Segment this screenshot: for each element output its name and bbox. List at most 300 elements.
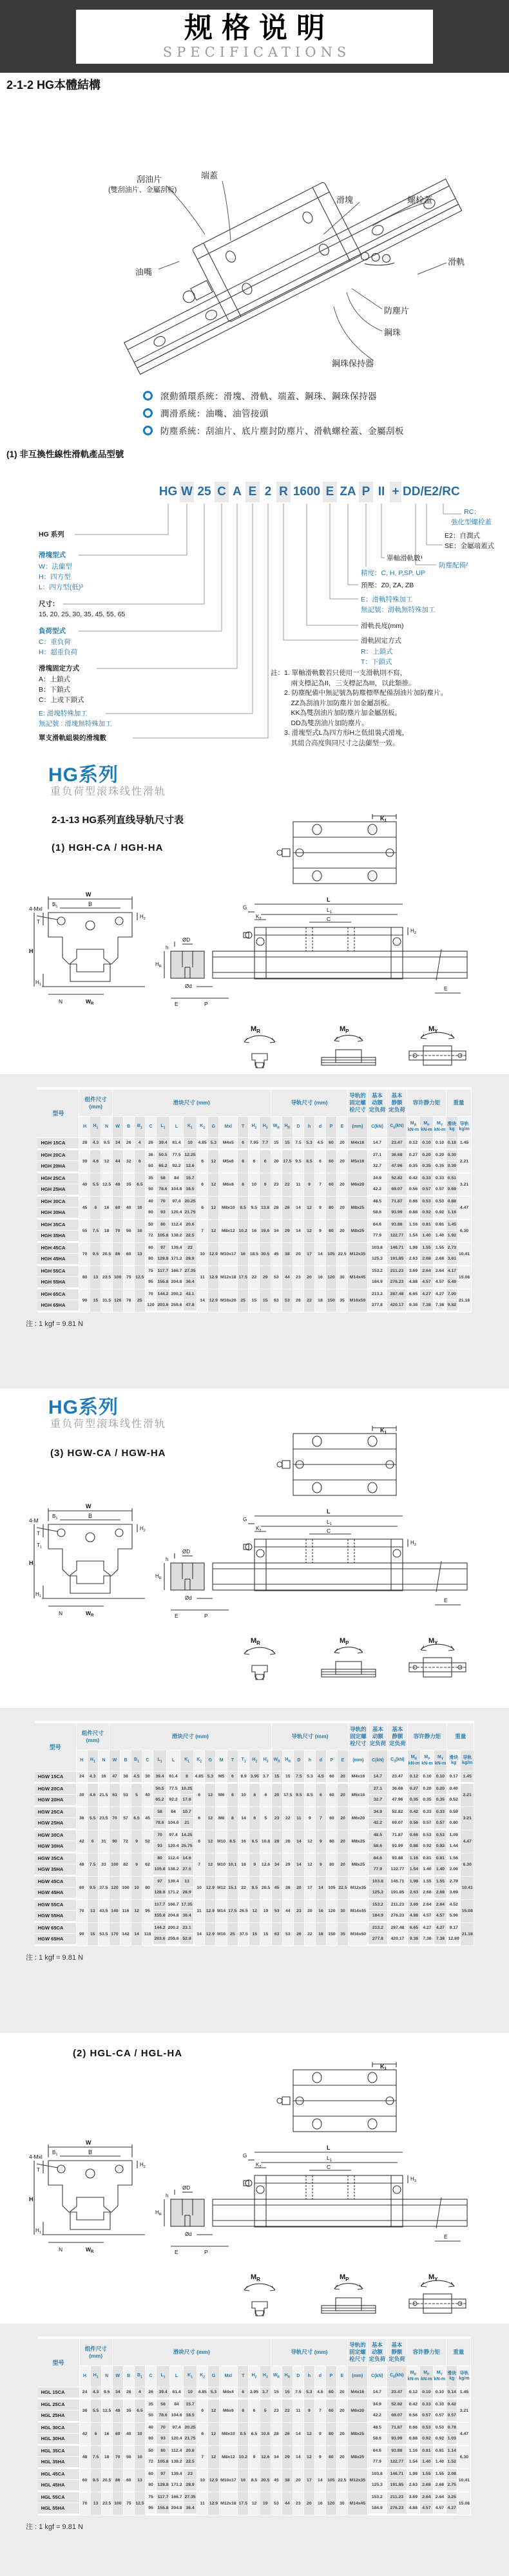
value-cell: 95 — [146, 1277, 157, 1289]
value-cell: 204.8 — [170, 2503, 184, 2515]
value-cell: 9.38 — [407, 1300, 421, 1312]
value-cell: 4.27 — [447, 2503, 457, 2515]
value-cell: 2.64 — [420, 1266, 434, 1277]
value-cell: 61.4 — [170, 2387, 184, 2400]
value-cell: 6 — [135, 1150, 146, 1173]
value-cell: 5.49 — [447, 1277, 457, 1289]
value-cell: 4.27 — [420, 1289, 434, 1300]
value-cell: 9.5 — [90, 1243, 101, 1266]
table-band-2 — [0, 1708, 509, 2033]
value-cell: 1.55 — [421, 1877, 434, 1888]
value-cell: 14 — [293, 1220, 304, 1243]
value-cell: 1.52 — [447, 2457, 457, 2469]
value-cell: 44 — [283, 1900, 294, 1923]
value-cell: 34 — [113, 2387, 124, 2400]
value-cell: 40 — [124, 1197, 135, 1220]
value-cell: M10x17 — [219, 1243, 238, 1266]
value-cell: 276.23 — [387, 2503, 407, 2515]
column-header: $B_1$ — [135, 1117, 146, 1138]
value-cell: 13 — [135, 1243, 146, 1266]
svg-text:H1: $H_1$ — [35, 1591, 41, 1598]
value-cell: 42.2 — [369, 1818, 389, 1830]
value-cell: 0.92 — [421, 1841, 434, 1853]
svg-text:N: N — [59, 1610, 63, 1616]
value-cell: 120.4 — [167, 1841, 180, 1853]
value-cell: 6 — [238, 2387, 249, 2400]
svg-text:E: E — [175, 1613, 178, 1619]
svg-text:H3: $H_3$ — [410, 928, 416, 935]
value-cell: 42 — [77, 1830, 88, 1853]
value-cell: 12 — [205, 1830, 216, 1853]
value-cell: 14 — [197, 1289, 208, 1312]
value-cell: 0.18 — [447, 1138, 457, 1150]
code-right-label: T：下鎖式 — [361, 658, 392, 666]
value-cell: 6 — [197, 2400, 208, 2423]
value-cell: M12x35 — [348, 1243, 368, 1266]
column-header: (mm) — [349, 1750, 369, 1772]
value-cell: 29 — [283, 1853, 294, 1877]
value-cell: M14 — [216, 1900, 227, 1923]
value-cell: 9 — [316, 1830, 327, 1853]
block-dimension-views — [29, 890, 480, 1022]
value-cell: 11 — [197, 2492, 208, 2515]
value-cell: M16x50 — [349, 1923, 369, 1946]
value-cell: 0.57 — [420, 1184, 434, 1197]
value-cell: 64.6 — [368, 2446, 388, 2457]
value-cell: 0.69 — [447, 1184, 457, 1197]
value-cell: 146.71 — [388, 1877, 408, 1888]
value-cell: M12 — [216, 1877, 227, 1900]
value-cell: 93.88 — [388, 1853, 408, 1864]
svg-text:WR: $W_R$ — [86, 2246, 94, 2254]
svg-text:4-Mxl: 4-Mxl — [29, 2154, 43, 2160]
value-cell: 10 — [135, 2423, 146, 2446]
value-cell: M8x12 — [220, 2446, 238, 2469]
value-cell: 23 — [293, 2492, 304, 2515]
value-cell: 22.5 — [184, 1231, 197, 1243]
value-cell: 0.81 — [434, 1853, 448, 1864]
column-header: 导轨 kg/m — [457, 2366, 471, 2387]
value-cell: 0.66 — [408, 1830, 421, 1841]
value-cell: M16x20 — [219, 1289, 238, 1312]
value-cell: 0.10 — [434, 1138, 447, 1150]
value-cell: 0.92 — [434, 1841, 448, 1853]
value-cell: 53 — [271, 1266, 282, 1289]
svg-text:K2: $K_2$ — [256, 914, 262, 921]
value-cell: 2.64 — [434, 1266, 447, 1277]
value-cell: 139.4 — [167, 1877, 180, 1888]
value-cell: 6 — [227, 1772, 238, 1784]
value-cell: 48.5 — [369, 1830, 389, 1841]
value-cell: 116 — [120, 1900, 131, 1923]
value-cell: 20 — [337, 1220, 348, 1243]
value-cell: 6.65 — [408, 1923, 421, 1934]
value-cell: 48 — [80, 2446, 91, 2469]
value-cell: 14.6 — [180, 1853, 194, 1864]
value-cell: M8x25 — [349, 1853, 369, 1877]
value-cell: 14 — [238, 1807, 249, 1830]
block-top-view — [271, 813, 419, 892]
label-bolt-cover: 螺栓蓋 — [407, 195, 433, 205]
column-group-header: 重量 — [447, 2339, 471, 2366]
column-header: 滑块 kg — [447, 1117, 457, 1138]
svg-text:H: H — [29, 948, 34, 954]
value-cell: 0.88 — [407, 2434, 421, 2446]
value-cell: 0.78 — [447, 2423, 457, 2434]
value-cell: 71.87 — [388, 1830, 408, 1841]
value-cell: 10 — [197, 2469, 208, 2492]
value-cell: 15.7 — [184, 2400, 197, 2410]
column-header: $C_0(kN)$ — [387, 2366, 407, 2387]
value-cell: 14 — [294, 1830, 305, 1853]
value-cell: 84 — [167, 1807, 180, 1818]
value-cell: 20 — [337, 2400, 348, 2423]
value-cell: 48 — [113, 2400, 124, 2423]
column-header: T — [238, 2366, 249, 2387]
model-cell: HGH 25CA — [37, 1173, 79, 1184]
column-header: H — [77, 1750, 88, 1772]
value-cell: 3.61 — [447, 1254, 457, 1266]
column-group-header: 型号 — [38, 2339, 80, 2387]
value-cell: 14 — [293, 1197, 304, 1220]
value-cell: 45 — [271, 2469, 282, 2492]
value-cell: 15 — [260, 1289, 271, 1312]
column-header: h — [304, 1117, 315, 1138]
value-cell: 1.55 — [434, 1243, 447, 1254]
moment-my — [407, 1637, 468, 1683]
value-cell: 15.08 — [458, 1266, 472, 1289]
value-cell: 7.95 — [249, 1138, 260, 1150]
value-cell: 0.52 — [447, 1795, 461, 1807]
column-header: 滑块 kg — [447, 1750, 461, 1772]
value-cell: 58 — [157, 1173, 170, 1184]
value-cell: 80 — [326, 2446, 337, 2469]
value-cell: 110 — [142, 1923, 153, 1946]
value-cell: 12.9 — [208, 1289, 219, 1312]
value-cell: 12 — [208, 1173, 219, 1197]
value-cell: 61.4 — [167, 1772, 180, 1784]
column-group-header: 滑块尺寸 (mm) — [113, 2339, 271, 2366]
value-cell: 1.55 — [434, 1877, 448, 1888]
value-cell: 7.5 — [90, 1220, 101, 1243]
value-cell: 8 — [227, 1807, 238, 1830]
model-cell: HGW 20CA — [35, 1784, 77, 1795]
value-cell: 69.07 — [387, 2410, 407, 2423]
value-cell: 26 — [282, 1197, 293, 1220]
code-left-label: W：法蘭型 — [39, 563, 72, 571]
svg-text:WR: $W_R$ — [86, 998, 94, 1006]
value-cell: 14 — [293, 2423, 304, 2446]
value-cell: 15.1 — [227, 1877, 238, 1900]
value-cell: 4.5 — [131, 1772, 142, 1784]
value-cell: 105 — [326, 1243, 337, 1266]
value-cell: 4.47 — [461, 1830, 474, 1853]
value-cell: 90 — [110, 1830, 120, 1853]
value-cell: 17.5 — [238, 2492, 249, 2515]
value-cell: 86 — [113, 1243, 124, 1266]
model-cell: HGW 15CA — [35, 1772, 77, 1784]
value-cell: 20.25 — [184, 2423, 197, 2434]
value-cell: M4x5 — [219, 1138, 238, 1150]
code-left-label: 滑塊固定方式 — [39, 665, 79, 672]
value-cell: 259.6 — [170, 1300, 184, 1312]
dimension-drawing-1 — [0, 813, 509, 1077]
value-cell: 26 — [124, 1138, 135, 1150]
value-cell: 6.5 — [135, 2400, 146, 2423]
value-cell: 21.75 — [184, 2434, 197, 2446]
value-cell: 1.40 — [420, 2457, 434, 2469]
value-cell: 0.35 — [434, 1161, 447, 1173]
value-cell: M12x18 — [220, 2492, 238, 2515]
column-header: $H_3$ — [260, 1750, 271, 1772]
value-cell: 58 — [153, 1807, 167, 1818]
code-left-label: 單支滑軌組裝的滑塊數 — [39, 734, 106, 742]
value-cell: 25 — [227, 1923, 238, 1946]
value-cell: 52.8 — [180, 1934, 194, 1946]
value-cell: 7.00 — [447, 1289, 457, 1300]
column-group-header: 组件尺寸 (mm) — [77, 1723, 110, 1750]
header-banner — [0, 0, 509, 73]
value-cell: 23.5 — [102, 2492, 113, 2515]
variant-title-1: (1) HGH-CA / HGH-HA — [52, 842, 164, 853]
value-cell: 11 — [293, 1173, 304, 1197]
svg-text:HR: $H_R$ — [155, 1573, 162, 1580]
value-cell: 0.30 — [447, 1150, 457, 1161]
column-group-header: 组件尺寸 (mm) — [79, 1090, 112, 1117]
value-cell: 2.21 — [461, 1784, 474, 1807]
value-cell: 1.40 — [434, 1231, 447, 1243]
value-cell: 30 — [142, 1772, 153, 1784]
value-cell: 28 — [272, 1830, 283, 1853]
value-cell: 22 — [282, 2400, 293, 2423]
model-cell: HGW 65HA — [35, 1934, 77, 1946]
code-segment-e: E — [323, 482, 337, 502]
value-cell: M8x25 — [348, 2446, 368, 2469]
value-cell: M4x16 — [349, 1772, 369, 1784]
value-cell: 23 — [272, 1807, 283, 1830]
svg-text:E: E — [444, 985, 448, 992]
value-cell: 5.3 — [305, 1772, 316, 1784]
dimension-table-title: 2-1-13 HG系列直线导轨尺寸表 — [52, 815, 184, 826]
column-group-header: 导轨的 固定螺 栓尺寸 — [348, 1090, 368, 1117]
column-header: $C_0(kN)$ — [387, 1117, 407, 1138]
value-cell: 38 — [120, 1772, 131, 1784]
column-header: C(kN) — [368, 1117, 388, 1138]
model-cell: HGL 25CA — [38, 2400, 80, 2410]
value-cell: 4.27 — [434, 1289, 447, 1300]
value-cell: 22 — [283, 1807, 294, 1830]
column-header: G — [208, 2366, 219, 2387]
bullet-item — [143, 424, 404, 437]
value-cell: 9.5 — [293, 1150, 304, 1173]
column-header: B — [124, 2366, 135, 2387]
value-cell: 35 — [146, 1173, 157, 1184]
value-cell: 60 — [327, 1784, 338, 1807]
value-cell: 7 — [194, 1853, 205, 1877]
value-cell: 4.47 — [457, 2423, 471, 2446]
model-cell: HGW 25HA — [35, 1818, 77, 1830]
column-group-header: 滑块尺寸 (mm) — [113, 1090, 271, 1117]
label-end-cap: 端蓋 — [201, 171, 218, 180]
value-cell: 3.21 — [457, 2400, 471, 2423]
value-cell: 8 — [227, 1784, 238, 1807]
value-cell: 4.47 — [458, 1197, 472, 1220]
value-cell: 20 — [337, 1150, 348, 1173]
value-cell: 30 — [337, 2492, 348, 2515]
value-cell: 18 — [102, 2446, 113, 2469]
column-header: $W_R$ — [271, 1117, 282, 1138]
value-cell: 5.5 — [88, 1807, 99, 1830]
value-cell: 213.2 — [368, 1289, 388, 1300]
column-header: $H_3$ — [260, 1117, 271, 1138]
value-cell: 0.57 — [434, 1818, 448, 1830]
value-cell: 20 — [338, 1772, 349, 1784]
value-cell: 12 — [249, 2492, 260, 2515]
code-left-label: H：超重負荷 — [39, 649, 78, 656]
value-cell: 211.23 — [387, 1266, 407, 1277]
value-cell: 37.5 — [238, 1923, 249, 1946]
value-cell: M6x20 — [348, 2400, 368, 2423]
value-cell: 9.5 — [91, 2469, 102, 2492]
value-cell: 3.95 — [249, 2387, 260, 2400]
value-cell: 20 — [338, 1853, 349, 1877]
moment-mp — [318, 1637, 379, 1683]
value-cell: 1.16 — [407, 2446, 421, 2457]
value-cell: 2.64 — [434, 2492, 447, 2503]
code-segment-r: R — [276, 482, 291, 502]
column-header: C — [142, 1750, 153, 1772]
svg-text:E: E — [175, 1001, 178, 1007]
banner-title-box — [76, 10, 433, 64]
value-cell: 420.17 — [387, 1300, 407, 1312]
value-cell: M5x6 — [219, 1150, 238, 1173]
value-cell: 20 — [338, 1807, 349, 1830]
block-dimension-views — [29, 2138, 480, 2270]
value-cell: 12 — [304, 1197, 315, 1220]
value-cell: 4.57 — [434, 2503, 447, 2515]
svg-text:L1: $L_1$ — [327, 907, 332, 914]
value-cell: 0.10 — [421, 1772, 434, 1784]
value-cell: 34 — [271, 1220, 282, 1243]
value-cell: 155.8 — [153, 1911, 167, 1923]
value-cell: 120 — [110, 1877, 120, 1900]
column-group-header: 基本 动额 定负荷 — [369, 1723, 389, 1750]
svg-text:HR: $H_R$ — [155, 2210, 162, 2217]
value-cell: 0.81 — [420, 1220, 434, 1231]
table-band-1 — [0, 1074, 509, 1388]
value-cell: 78.6 — [157, 2410, 170, 2423]
value-cell: 104.6 — [167, 1818, 180, 1830]
column-group-header: 型号 — [37, 1090, 79, 1138]
column-header: $B_1$ — [135, 2366, 146, 2387]
column-header: $K_1$ — [184, 2366, 197, 2387]
value-cell: 200.2 — [167, 1923, 180, 1934]
value-cell: 276.23 — [388, 1911, 408, 1923]
hgw-dimension-table — [35, 1721, 475, 1946]
model-cell: HGL 45CA — [38, 2469, 80, 2480]
value-cell: 6.30 — [461, 1853, 474, 1877]
code-segment-w: W — [180, 482, 194, 502]
svg-text:H2: $H_2$ — [140, 914, 146, 921]
value-cell: 211.23 — [388, 1900, 408, 1911]
value-cell: 1.54 — [407, 1231, 421, 1243]
value-cell: 122.77 — [387, 2457, 407, 2469]
value-cell: 11 — [197, 1266, 208, 1289]
model-cell: HGL 35HA — [38, 2457, 80, 2469]
value-cell: 2.75 — [447, 2480, 457, 2492]
value-cell: 0.42 — [407, 2400, 421, 2410]
value-cell: M8x25 — [348, 1197, 368, 1220]
value-cell: M6x20 — [349, 1807, 369, 1830]
value-cell: 80 — [327, 1853, 338, 1877]
value-cell: 70 — [113, 2446, 124, 2469]
value-cell: 25 — [135, 1289, 146, 1312]
value-cell: 287.48 — [387, 1289, 407, 1300]
value-cell: 103.8 — [369, 1877, 389, 1888]
column-header: N — [102, 2366, 113, 2387]
value-cell: 2.68 — [434, 1254, 447, 1266]
value-cell: 14.7 — [368, 2387, 388, 2400]
value-cell: 7.7 — [260, 1138, 271, 1150]
value-cell: 122.77 — [387, 1231, 407, 1243]
value-cell: 0.40 — [447, 1784, 461, 1795]
column-header: $H_1$ — [91, 2366, 102, 2387]
moment-icons — [229, 1637, 468, 1683]
value-cell: 2.68 — [434, 1888, 448, 1900]
model-cell: HGW 20HA — [35, 1795, 77, 1807]
value-cell: 13.8 — [260, 1197, 271, 1220]
model-cell: HGL 15CA — [38, 2387, 80, 2400]
value-cell: 90 — [77, 1923, 88, 1946]
value-cell: 153.2 — [368, 2492, 388, 2503]
value-cell: 6 — [316, 1784, 327, 1807]
structure-diagram — [97, 94, 496, 385]
value-cell: 19 — [260, 1900, 271, 1923]
value-cell: 12.9 — [208, 2469, 219, 2492]
column-header: $K_2$ — [197, 2366, 208, 2387]
value-cell: 4.85 — [197, 1138, 208, 1150]
model-cell: HGH 35CA — [37, 1220, 79, 1231]
column-header: E — [338, 1750, 349, 1772]
value-cell: 31.5 — [101, 1289, 112, 1312]
value-cell: 28.9 — [180, 1888, 194, 1900]
column-header: Mxl — [219, 1117, 238, 1138]
value-cell: 104.6 — [170, 2410, 184, 2423]
bullet-icon — [143, 391, 153, 401]
value-cell: 0.20 — [434, 1784, 448, 1795]
value-cell: 15.7 — [184, 1173, 197, 1184]
column-header: $K_2$ — [194, 1750, 205, 1772]
value-cell: 24 — [80, 2387, 91, 2400]
value-cell: 0.33 — [434, 1173, 447, 1184]
value-cell: 0.92 — [420, 1208, 434, 1220]
value-cell: 6 — [88, 1830, 99, 1853]
column-header: H — [80, 2366, 91, 2387]
column-header: $M_R$ kN-m — [407, 2366, 421, 2387]
value-cell: 21.5 — [99, 1784, 110, 1807]
model-cell: HGW 65CA — [35, 1923, 77, 1934]
value-cell: 3.69 — [407, 2492, 421, 2503]
column-group-header: 基本 静额 定负荷 — [387, 2339, 407, 2366]
code-segment-ii: II — [378, 485, 385, 498]
value-cell: 120 — [326, 1266, 337, 1289]
value-cell: 13 — [180, 1877, 194, 1888]
value-cell: 203.6 — [153, 1934, 167, 1946]
value-cell: 93 — [157, 2434, 170, 2446]
model-cell: HGL 25HA — [38, 2410, 80, 2423]
svg-text:H2: $H_2$ — [140, 2162, 146, 2169]
value-cell: 10.41 — [461, 1877, 474, 1900]
